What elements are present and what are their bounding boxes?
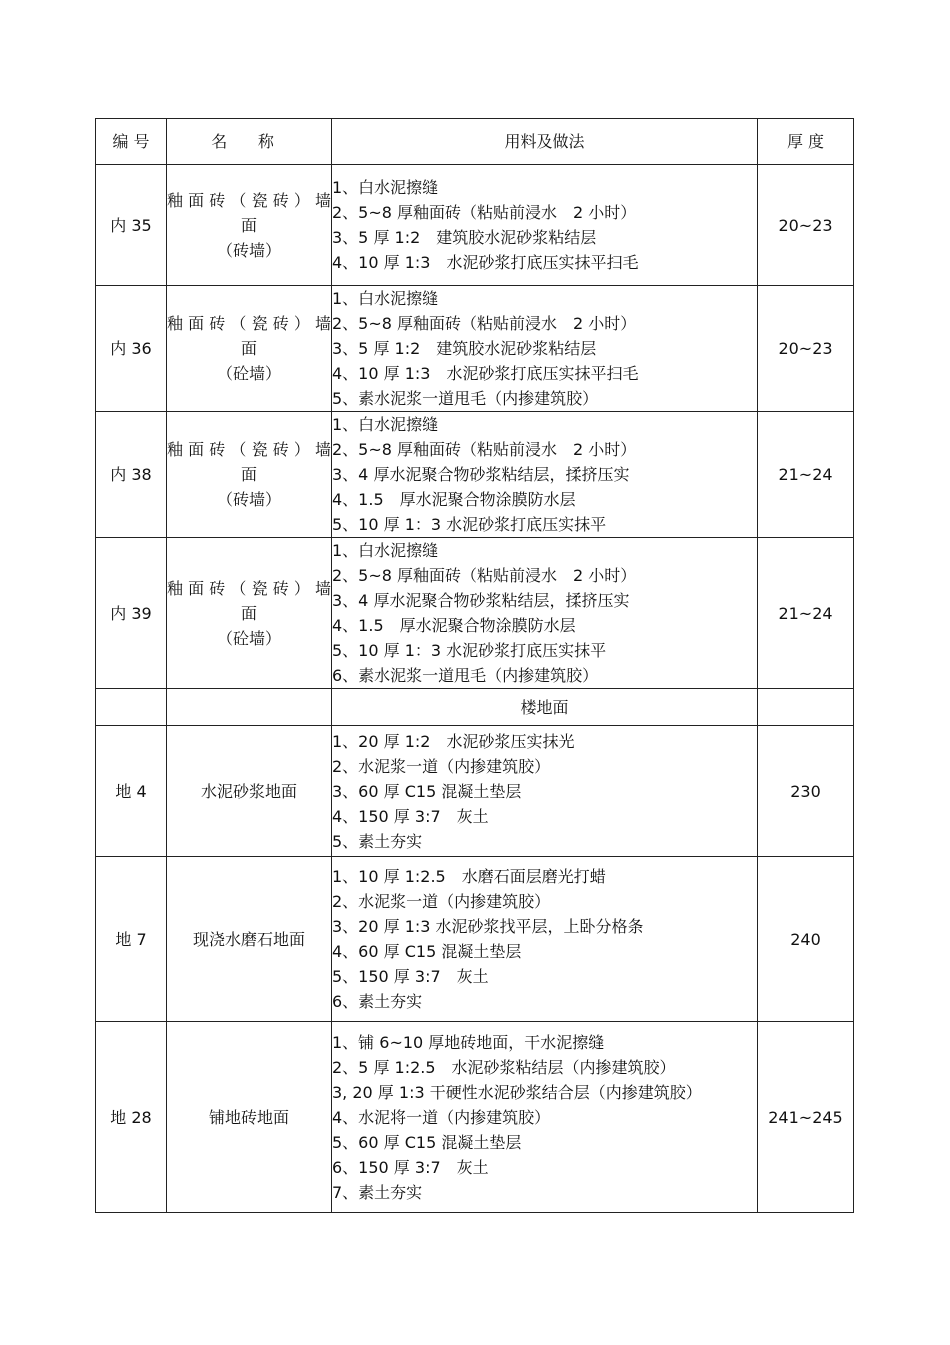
- table-row: [96, 538, 854, 689]
- row-code: 地 4: [96, 726, 167, 857]
- method-step: 3、60 厚 C15 混凝土垫层: [332, 781, 522, 801]
- row-code: 地 7: [96, 857, 167, 1022]
- row-name-line: 釉面砖（瓷砖）墙: [167, 578, 331, 598]
- method-step: 4、10 厚 1:3 水泥砂浆打底压实抹平扫毛: [332, 253, 639, 272]
- section-title: 楼地面: [332, 689, 758, 726]
- row-name: 水泥砂浆地面: [167, 726, 332, 857]
- row-thickness: 240: [758, 857, 854, 1022]
- row-code: 内 36: [96, 286, 167, 412]
- row-name-line: 釉面砖（瓷砖）墙: [167, 190, 331, 210]
- table-row: [96, 165, 854, 286]
- header-method: 用料及做法: [332, 119, 758, 165]
- method-step: 1、白水泥擦缝: [332, 541, 439, 560]
- row-name: 现浇水磨石地面: [167, 857, 332, 1022]
- method-step: 3, 20 厚 1:3 干硬性水泥砂浆结合层（内掺建筑胶）: [332, 1082, 702, 1102]
- row-code: 地 28: [96, 1022, 167, 1213]
- method-step: 2、5~8 厚釉面砖（粘贴前浸水 2 小时）: [332, 314, 637, 333]
- row-method: [332, 412, 758, 538]
- row-name: 铺地砖地面: [167, 1022, 332, 1213]
- method-step: 5、60 厚 C15 混凝土垫层: [332, 1132, 522, 1152]
- table-row: [96, 857, 854, 1022]
- section-row: [96, 689, 854, 726]
- row-method: [332, 286, 758, 412]
- method-step: 6、素水泥浆一道甩毛（内掺建筑胶）: [332, 666, 599, 685]
- row-method: [332, 726, 758, 857]
- method-step: 5、150 厚 3:7 灰土: [332, 967, 489, 986]
- row-method: [332, 538, 758, 689]
- row-name-line: 面: [240, 215, 257, 235]
- row-thickness: 241~245: [758, 1022, 854, 1213]
- method-step: 2、5~8 厚釉面砖（粘贴前浸水 2 小时）: [332, 203, 637, 222]
- row-method: [332, 165, 758, 286]
- row-name-line: 釉面砖（瓷砖）墙: [167, 314, 331, 333]
- row-method: [332, 857, 758, 1022]
- row-method: [332, 1022, 758, 1213]
- row-name: [167, 538, 332, 689]
- method-step: 5、10 厚 1：3 水泥砂浆打底压实抹平: [332, 515, 607, 534]
- method-step: 1、白水泥擦缝: [332, 289, 439, 308]
- method-step: 6、150 厚 3:7 灰土: [332, 1157, 489, 1177]
- method-step: 1、白水泥擦缝: [332, 415, 439, 434]
- method-step: 5、素水泥浆一道甩毛（内掺建筑胶）: [332, 389, 599, 408]
- method-step: 4、1.5 厚水泥聚合物涂膜防水层: [332, 490, 576, 509]
- header-thickness: 厚 度: [758, 119, 854, 165]
- method-step: 1、10 厚 1:2.5 水磨石面层磨光打蜡: [332, 867, 606, 886]
- method-step: 7、素土夯实: [332, 1182, 423, 1202]
- method-step: 4、150 厚 3:7 灰土: [332, 806, 489, 826]
- row-name-line: 面: [240, 465, 257, 484]
- method-step: 1、铺 6~10 厚地砖地面，干水泥擦缝: [332, 1032, 605, 1052]
- table-header-row: [96, 119, 854, 165]
- section-empty-cell: [758, 689, 854, 726]
- method-step: 3、5 厚 1:2 建筑胶水泥砂浆粘结层: [332, 339, 597, 358]
- method-step: 6、素土夯实: [332, 992, 423, 1011]
- construction-spec-table: [95, 118, 854, 1213]
- header-name: 名 称: [167, 119, 332, 165]
- row-name: [167, 412, 332, 538]
- method-step: 4、10 厚 1:3 水泥砂浆打底压实抹平扫毛: [332, 364, 639, 383]
- row-name-line: 釉面砖（瓷砖）墙: [167, 440, 331, 459]
- method-step: 2、5~8 厚釉面砖（粘贴前浸水 2 小时）: [332, 566, 637, 585]
- method-step: 2、5~8 厚釉面砖（粘贴前浸水 2 小时）: [332, 440, 637, 459]
- row-code: 内 39: [96, 538, 167, 689]
- method-step: 3、5 厚 1:2 建筑胶水泥砂浆粘结层: [332, 228, 597, 247]
- row-thickness: 20~23: [758, 286, 854, 412]
- header-code: 编 号: [96, 119, 167, 165]
- method-step: 5、素土夯实: [332, 831, 423, 851]
- row-thickness: 21~24: [758, 538, 854, 689]
- table-row: [96, 286, 854, 412]
- method-step: 2、5 厚 1:2.5 水泥砂浆粘结层（内掺建筑胶）: [332, 1057, 676, 1077]
- row-thickness: 21~24: [758, 412, 854, 538]
- row-thickness: 230: [758, 726, 854, 857]
- row-name-line: 面: [240, 339, 257, 358]
- table-row: [96, 726, 854, 857]
- row-code: 内 35: [96, 165, 167, 286]
- method-step: 4、60 厚 C15 混凝土垫层: [332, 942, 522, 961]
- method-step: 2、水泥浆一道（内掺建筑胶）: [332, 756, 551, 776]
- method-step: 4、1.5 厚水泥聚合物涂膜防水层: [332, 616, 576, 635]
- row-name-line: （砖墙）: [216, 240, 281, 260]
- method-step: 4、水泥将一道（内掺建筑胶）: [332, 1107, 551, 1127]
- table-row: [96, 1022, 854, 1213]
- row-thickness: 20~23: [758, 165, 854, 286]
- row-name-line: （砖墙）: [216, 490, 281, 509]
- method-step: 5、10 厚 1：3 水泥砂浆打底压实抹平: [332, 641, 607, 660]
- method-step: 3、4 厚水泥聚合物砂浆粘结层，揉挤压实: [332, 591, 630, 610]
- method-step: 3、4 厚水泥聚合物砂浆粘结层，揉挤压实: [332, 465, 630, 484]
- method-step: 3、20 厚 1:3 水泥砂浆找平层，上卧分格条: [332, 917, 644, 936]
- row-name-line: 面: [240, 603, 257, 623]
- section-empty-cell: [96, 689, 167, 726]
- row-name: [167, 165, 332, 286]
- method-step: 1、20 厚 1:2 水泥砂浆压实抹光: [332, 731, 575, 751]
- table-row: [96, 412, 854, 538]
- row-name-line: （砼墙）: [216, 364, 281, 383]
- method-step: 1、白水泥擦缝: [332, 178, 439, 197]
- row-name: [167, 286, 332, 412]
- row-code: 内 38: [96, 412, 167, 538]
- row-name-line: （砼墙）: [216, 628, 281, 648]
- section-empty-cell: [167, 689, 332, 726]
- method-step: 2、水泥浆一道（内掺建筑胶）: [332, 892, 551, 911]
